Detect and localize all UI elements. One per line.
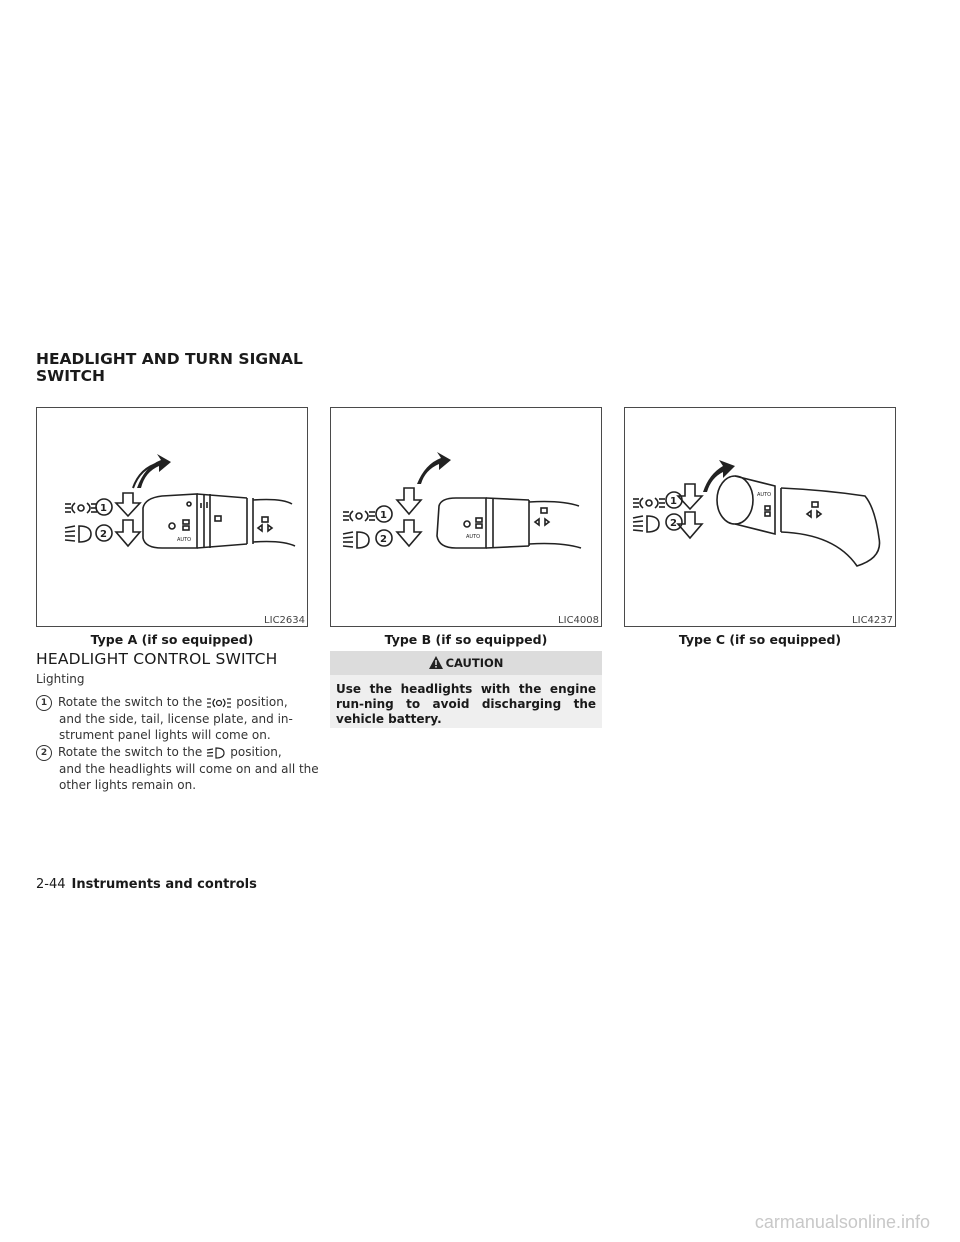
headlight-icon [65, 526, 91, 542]
parking-light-icon [206, 697, 232, 709]
item-text: and the headlights will come on and all the other lights remain on. [59, 761, 319, 792]
rotate-arrow-icon [137, 454, 171, 488]
figure-type-a [36, 407, 308, 627]
section-title [36, 351, 316, 385]
step-number: 2 [36, 745, 52, 761]
item-text: and the side, tail, license plate, and in-strument panel lights will come on. [59, 711, 293, 742]
warning-icon [429, 656, 443, 669]
stalk-illustration-a [37, 408, 309, 628]
section-title-line1: HEADLIGHT AND TURN SIGNAL [36, 350, 303, 368]
watermark: carmanualsonline.info [754, 1212, 930, 1232]
parking-light-icon [65, 503, 97, 513]
svg-text:1: 1 [100, 503, 107, 514]
subheading: Lighting [36, 672, 85, 686]
figure-caption-b: Type B (if so equipped) [384, 632, 548, 647]
step-number: 1 [36, 695, 52, 711]
item-text: position, [230, 745, 282, 759]
chapter-title: Instruments and controls [71, 877, 257, 892]
headlight-icon [633, 516, 659, 532]
rotate-arrow-icon [417, 452, 451, 484]
svg-text:AUTO: AUTO [757, 492, 772, 498]
heading: HEADLIGHT CONTROL SWITCH [36, 650, 278, 668]
figure-type-c [624, 407, 896, 627]
svg-text:2: 2 [380, 534, 387, 545]
list-item [36, 744, 324, 793]
headlight-icon [343, 532, 369, 548]
figure-code: LIC2634 [264, 615, 305, 626]
parking-light-icon [633, 498, 665, 508]
item-text: position, [236, 695, 288, 709]
list-item [36, 694, 324, 743]
stalk-illustration-c [625, 408, 897, 628]
page-number: 2-44 [36, 877, 66, 892]
figure-caption-a: Type A (if so equipped) [90, 632, 254, 647]
caution-title: CAUTION [445, 656, 504, 670]
parking-light-icon [343, 511, 375, 521]
item-text: Rotate the switch to the [58, 695, 203, 709]
caution-header [330, 651, 602, 675]
svg-text:1: 1 [380, 510, 387, 521]
caution-text: Use the headlights with the engine run-ning to avoid discharging the vehicle battery. [330, 675, 602, 728]
stalk-illustration-b [331, 408, 603, 628]
item-text: Rotate the switch to the [58, 745, 203, 759]
figure-code: LIC4008 [558, 615, 599, 626]
figure-caption-c: Type C (if so equipped) [678, 632, 842, 647]
section-title-line2: SWITCH [36, 367, 105, 385]
svg-text:1: 1 [670, 496, 677, 507]
svg-text:2: 2 [670, 518, 677, 529]
page-footer [36, 877, 257, 892]
headlight-icon [206, 747, 226, 759]
svg-text:2: 2 [100, 529, 107, 540]
figure-type-b [330, 407, 602, 627]
figure-code: LIC4237 [852, 615, 893, 626]
svg-text:AUTO: AUTO [466, 534, 481, 540]
svg-text:AUTO: AUTO [177, 537, 192, 543]
